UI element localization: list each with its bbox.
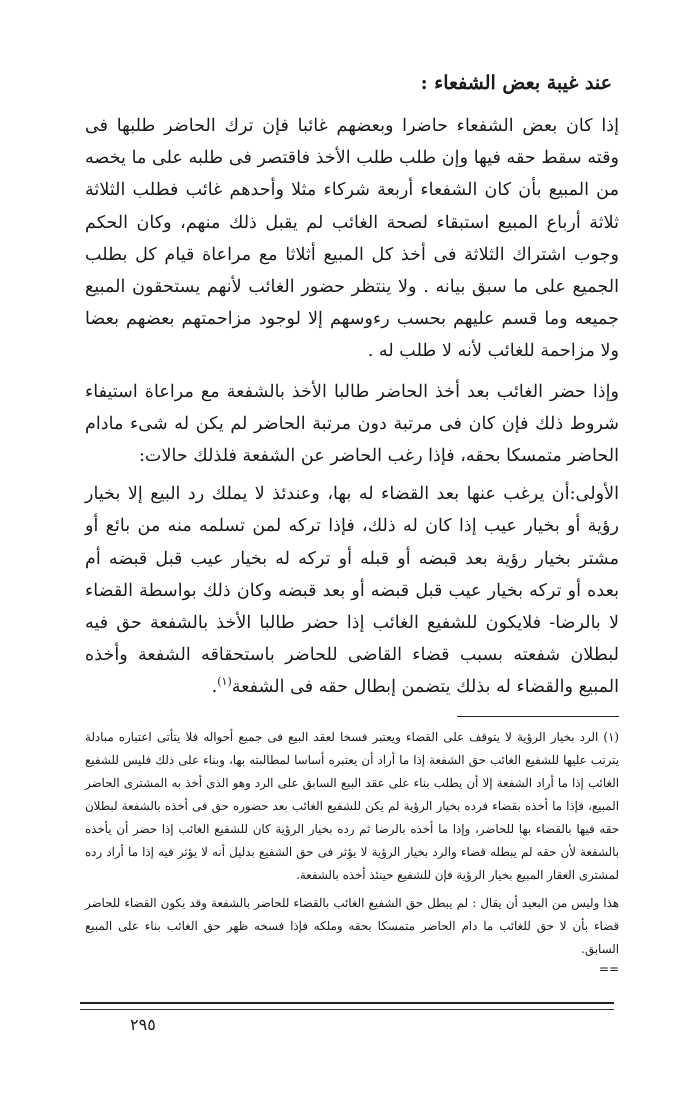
footnote-marker: (١) xyxy=(217,675,232,689)
paragraph-1: إذا كان بعض الشفعاء حاضرا وبعضهم غائبا فإن ترك الحاضر طلبها فى وقته سقط حقه فيها وإن طلب طلب الأخذ فاقتصر فى طلبه على ما يخصه من المبيع بأن كان الشفعاء أربعة شركاء مثلا وأحدهم غائب فطلب الثلاثة ثلاثة أرباع المبيع استبقاء لصحة الغائب لم يقبل ذلك منهم، وكان الحكم وجوب اشتراك الثلاثة فى أخذ كل المبيع أثلاثا مع مراعاة قيام كل بطلب الجميع على ما سبق بيانه . ولا ينتظر حضور الغائب لأنهم يستحقون المبيع جميعه وما قسم عليهم بحسب رءوسهم إلا لوجود مزاحمتهم بعضهم بعضا ولا مزاحمة للغائب لأنه لا طلب له . xyxy=(85,116,619,362)
paragraph-2: وإذا حضر الغائب بعد أخذ الحاضر طالبا الأخذ بالشفعة مع مراعاة استيفاء شروط ذلك فإن كان فى مرتبة دون مرتبة الحاضر لم يكن له شىء مادام الحاضر متمسكا بحقه، فإذا رغب الحاضر عن الشفعة فلذلك حالات: xyxy=(85,381,619,467)
paragraph-3: الأولى:أن يرغب عنها بعد القضاء له بها، وعندئذ لا يملك رد البيع إلا بخيار رؤية أو بخيار عيب إذا كان له ذلك، فإذا تركه لمن تسلمه منه من بائع أو مشتر بخيار رؤية بعد قبضه أو قبله أو تركه له بخيار عيب قبل قبضه أم بعده أو تركه بخيار عيب قبل قبضه أو بعد قبضه وكان ذلك بواسطة القضاء لا بالرضا- فلايكون للشفيع الغائب إذا حضر طالبا الأخذ بالشفعة حق فيه لبطلان شفعته بسبب قضاء القاضى للحاضر باستحقاقه الشفعة وأخذه المبيع والقضاء له بذلك يتضمن إبطال حقه فى الشفعة$^{(١)}$. xyxy=(85,484,619,698)
continuation-mark: == xyxy=(598,962,619,976)
footnotes xyxy=(85,726,619,977)
page-number: ٢٩٥ xyxy=(130,1015,156,1034)
section-heading: عند غيبة بعض الشفعاء : xyxy=(420,72,612,94)
bottom-rule xyxy=(80,1002,614,1004)
bottom-rule-thin xyxy=(80,1009,614,1010)
paragraph-3-text: الأولى:أن يرغب عنها بعد القضاء له بها، وعندئذ لا يملك رد البيع إلا بخيار رؤية أو بخيار عيب إذا كان له ذلك، فإذا تركه لمن تسلمه منه من بائع أو مشتر بخيار رؤية بعد قبضه أو قبله أو تركه له بخيار عيب قبل قبضه أم بعده أو تركه بخيار عيب قبل قبضه أو بعد قبضه وكان ذلك بواسطة القضاء لا بالرضا- فلايكون للشفيع الغائب إذا حضر طالبا الأخذ بالشفعة حق فيه لبطلان شفعته بسبب قضاء القاضى للحاضر باستحقاقه الشفعة وأخذه المبيع والقضاء له بذلك يتضمن إبطال حقه فى الشفعة xyxy=(85,484,619,698)
main-text xyxy=(85,110,619,704)
footnote-1-continued: هذا وليس من البعيد أن يقال : لم يبطل حق الشفيع الغائب بالقضاء للحاضر بالشفعة وقد يكون القضاء للحاضر قضاء بأن لا حق للغائب ما دام الحاضر متمسكا بحقه وملكه فإذا فسخه ظهر حق الغائب بناء على المبيع السابق. xyxy=(85,896,619,956)
footnote-1: (١) الرد بخيار الرؤية لا يتوقف على القضاء ويعتبر فسخا لعقد البيع فى جميع أحواله فلا يتأتى اعتباره مبادلة يترتب عليها للشفيع الغائب حق الشفعة إذا ما أراد أن يعتبره أساسا لمطالبته بها، وبناء على ذلك فليس للشفيع الغائب إذا ما أراد الشفعة إلا أن يطلب بناء على عقد البيع السابق على الرد وهو الذى أخذ به المشترى الحاضر المبيع، فإذا ما أخذه بقضاء فرده بخيار الرؤية لم يكن للشفيع الغائب بعد حضوره حق فى أخذه بالشفعة لبطلان حقه فيها بالقضاء بها للحاضر، وإذا ما أخذه بالرضا ثم رده بخيار الرؤية كان للشفيع الغائب إذا حضر أن يأخذه بالشفعة لأن حقه لم يبطله قضاء والرد بخيار الرؤية لا يؤثر فى حق الشفيع بدليل أنه لا يؤثر فيه إذا ما أراد رده لمشترى العقار المبيع بخيار الرؤية فإن للشفيع حينئذ أخذه بالشفعة. xyxy=(85,730,619,882)
footnote-separator xyxy=(457,716,619,717)
